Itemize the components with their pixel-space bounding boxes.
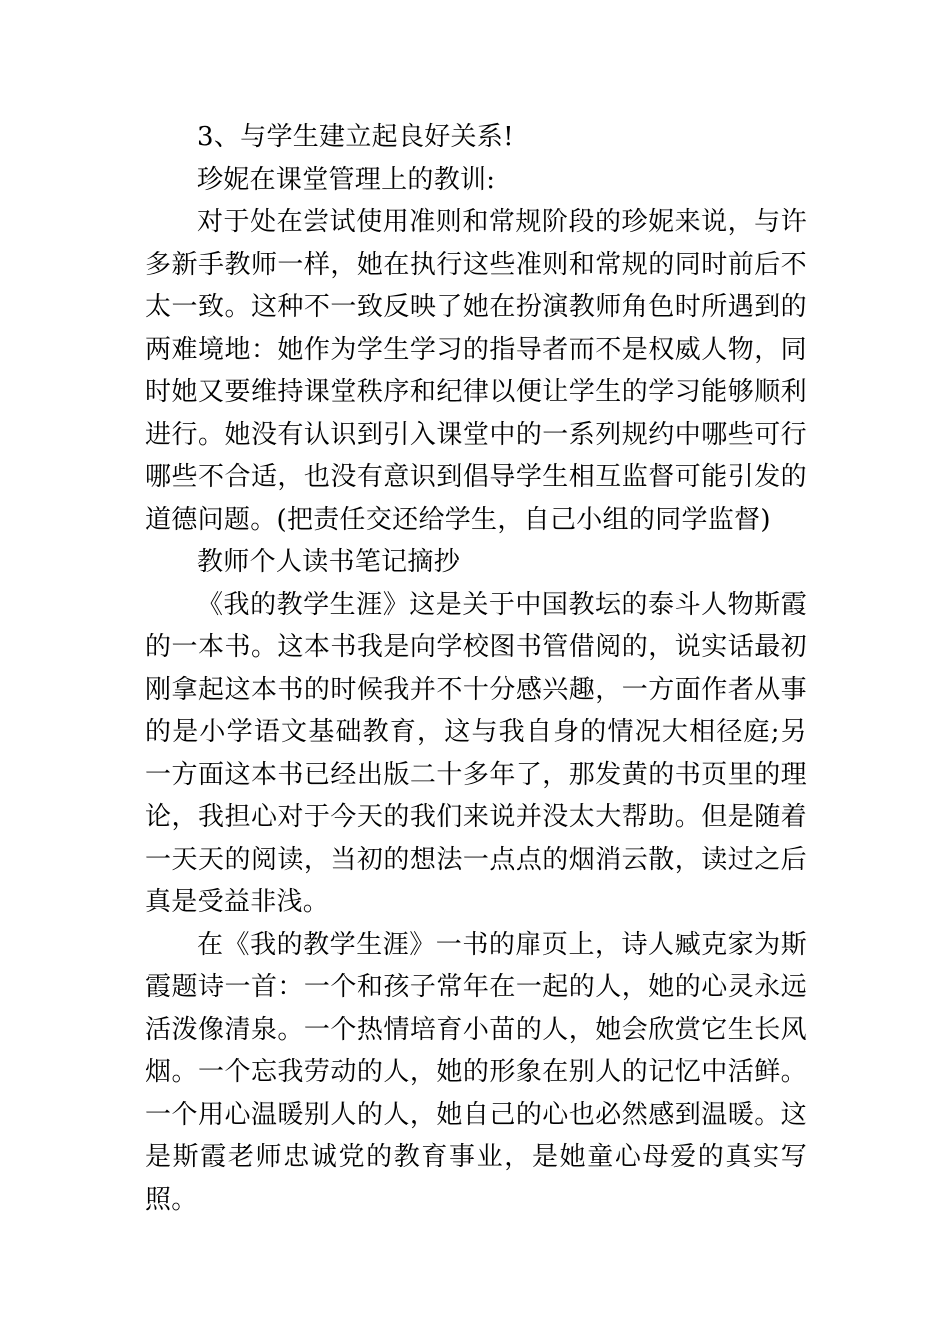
paragraph-notes-heading: 教师个人读书笔记摘抄 [197, 547, 461, 577]
paragraph-book-intro: 《我的教学生涯》这是关于中国教坛的泰斗人物斯霞的一本书。这本书我是向学校图书管借阅的，说实话最初刚拿起这本书的时候我并不十分感兴趣，一方面作者从事的是小学语文基础教育，这与我自身的情况大相径庭;另一方面这本书已经出版二十多年了，那发黄的书页里的理论，我担心对于今天的我们来说并没太大帮助。但是随着一天天的阅读，当初的想法一点点的烟消云散，读过之后真是受益非浅。 [145, 589, 807, 917]
paragraph-lesson-heading: 珍妮在课堂管理上的教训: [197, 164, 496, 195]
document-body [145, 116, 807, 1221]
paragraph-poem: 在《我的教学生涯》一书的扉页上，诗人臧克家为斯霞题诗一首：一个和孩子常年在一起的人，她的心灵永远活泼像清泉。一个热情培育小苗的人，她会欣赏它生长风烟。一个忘我劳动的人，她的形象在别人的记忆中活鲜。一个用心温暖别人的人，她自己的心也必然感到温暖。这是斯霞老师忠诚党的教育事业，是她童心母爱的真实写照。 [145, 929, 807, 1215]
paragraph-lesson-body: 对于处在尝试使用准则和常规阶段的珍妮来说，与许多新手教师一样，她在执行这些准则和常规的同时前后不太一致。这种不一致反映了她在扮演教师角色时所遇到的两难境地：她作为学生学习的指导者而不是权威人物，同时她又要维持课堂秩序和纪律以便让学生的学习能够顺利进行。她没有认识到引入课堂中的一系列规约中哪些可行哪些不合适，也没有意识到倡导学生相互监督可能引发的道德问题。(把责任交还给学生，自己小组的同学监督) [145, 207, 807, 535]
paragraph-point-3: 3、与学生建立起良好关系! [197, 122, 514, 152]
